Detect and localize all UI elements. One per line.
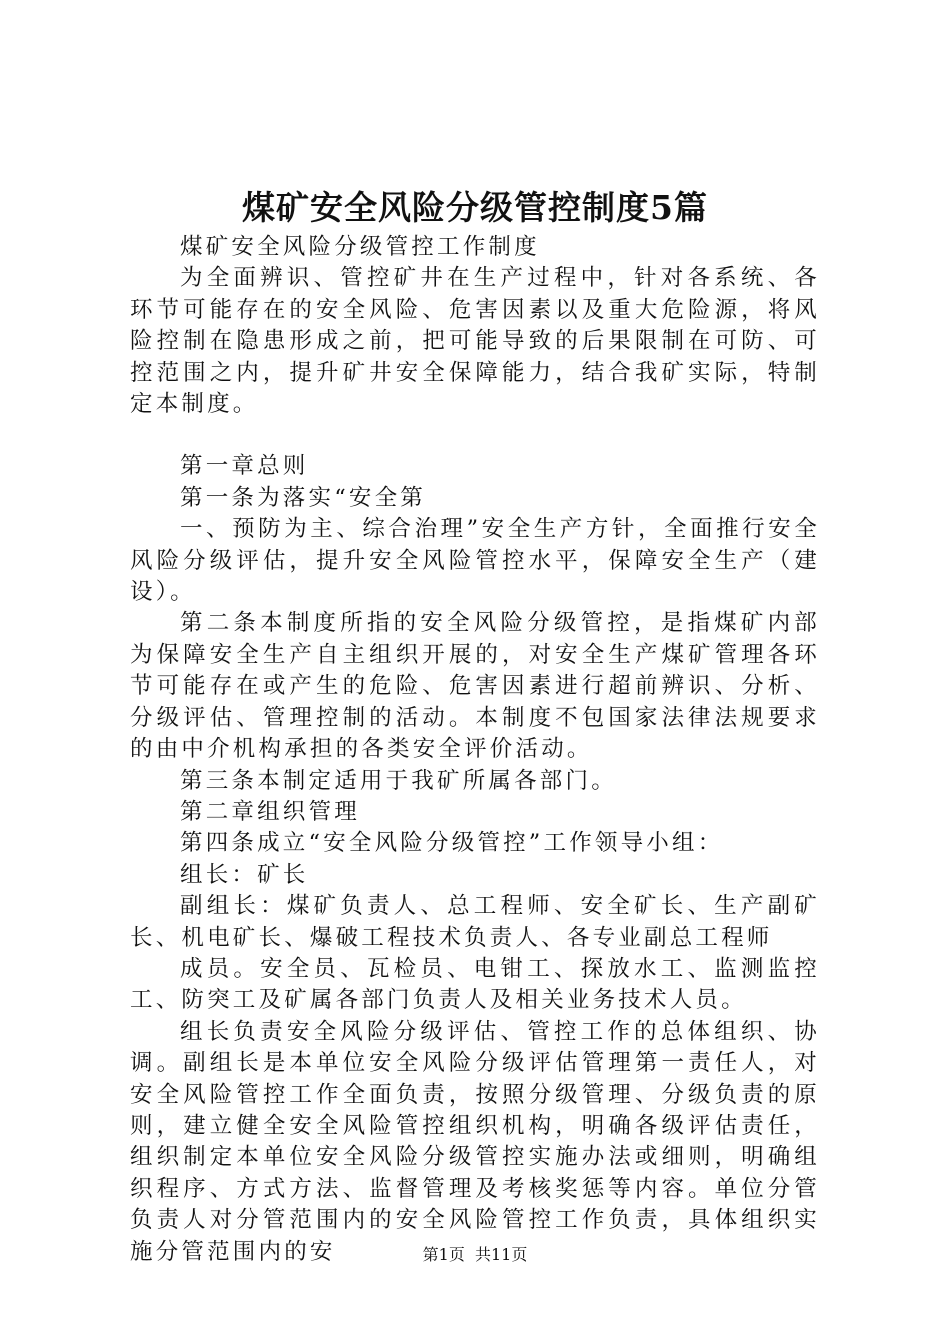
- paragraph: 第二条本制度所指的安全风险分级管控，是指煤矿内部为保障安全生产自主组织开展的，对安全生产煤矿管理各环节可能存在或产生的危险、危害因素进行超前辨识、分析、分级评估、管理控制的活动。本制度不包国家法律法规要求的由中介机构承担的各类安全评价活动。: [130, 610, 820, 763]
- document-title: 煤矿安全风险分级管控制度5篇: [242, 188, 708, 227]
- paragraph: 第一条为落实“安全第: [180, 484, 427, 511]
- document-body: [130, 232, 820, 1268]
- paragraph: 副组长：煤矿负责人、总工程师、安全矿长、生产副矿长、机电矿长、爆破工程技术负责人、各专业副总工程师: [130, 893, 820, 951]
- paragraph-subtitle: 煤矿安全风险分级管控工作制度: [180, 234, 540, 260]
- paragraph: 组长负责安全风险分级评估、管控工作的总体组织、协调。副组长是本单位安全风险分级评估管理第一责任人，对安全风险管控工作全面负责，按照分级管理、分级负责的原则，建立健全安全风险管控组织机构，明确各级评估责任，组织制定本单位安全风险分级管控实施办法或细则，明确组织程序、方式方法、监督管理及考核奖惩等内容。单位分管负责人对分管范围内的安全风险管控工作负责，具体组织实施分管范围内的安: [130, 1018, 820, 1265]
- paragraph: 第四条成立“安全风险分级管控”工作领导小组：: [180, 830, 724, 857]
- paragraph: 一、预防为主、综合治理”安全生产方针，全面推行安全风险分级评估，提升安全风险管控水平，保障安全生产（建设）。: [130, 516, 820, 606]
- chapter-heading: 第一章总则: [180, 453, 309, 480]
- page-number: 第1页 共11页: [422, 1245, 528, 1264]
- paragraph-intro: 为全面辨识、管控矿井在生产过程中，针对各系统、各环节可能存在的安全风险、危害因素以及重大危险源，将风险控制在隐患形成之前，把可能导致的后果限制在可防、可控范围之内，提升矿井安全保障能力，结合我矿实际，特制定本制度。: [130, 265, 820, 418]
- paragraph: 第三条本制定适用于我矿所属各部门。: [180, 767, 617, 794]
- paragraph: 成员。安全员、瓦检员、电钳工、探放水工、监测监控工、防突工及矿属各部门负责人及相关业务技术人员。: [130, 955, 820, 1014]
- chapter-heading: 第二章组织管理: [180, 798, 360, 825]
- paragraph: 组长：矿长: [180, 861, 309, 888]
